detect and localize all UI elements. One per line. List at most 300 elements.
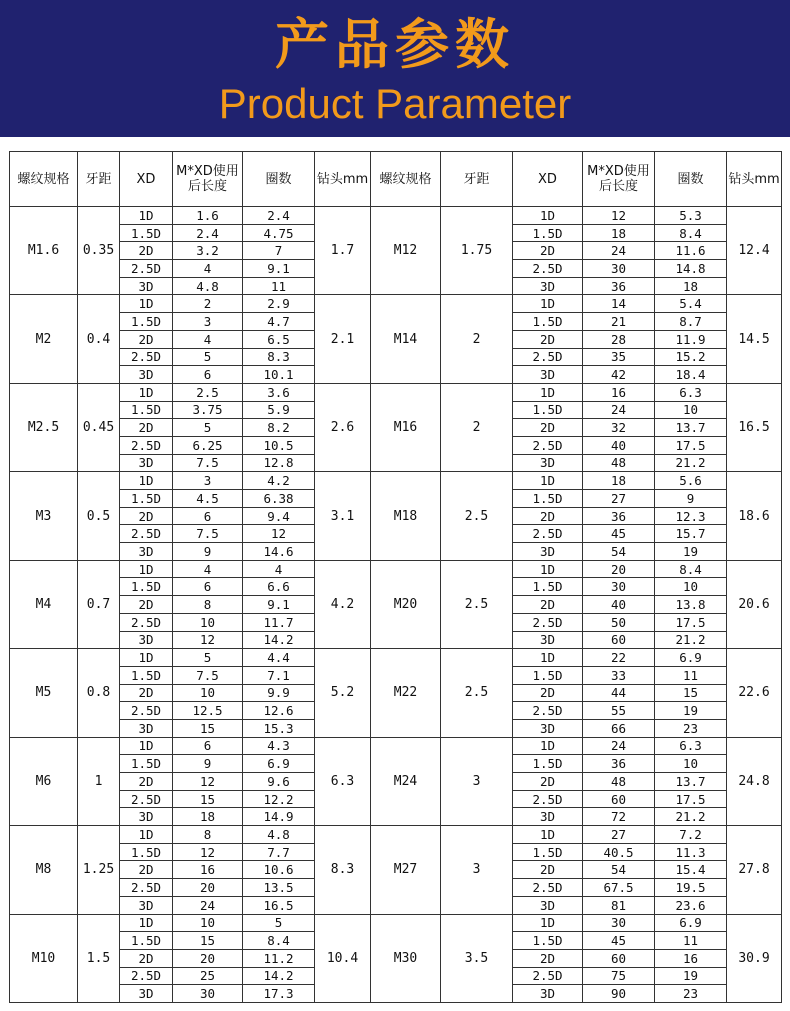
xd-cell: 2D xyxy=(513,684,583,702)
xd-cell: 2.5D xyxy=(513,967,583,985)
length-cell: 21 xyxy=(583,313,655,331)
table-row xyxy=(10,914,782,932)
length-cell: 90 xyxy=(583,985,655,1003)
turns-cell: 4.7 xyxy=(243,313,315,331)
thread-spec-cell: M12 xyxy=(371,207,441,295)
length-cell: 28 xyxy=(583,330,655,348)
xd-cell: 2D xyxy=(513,949,583,967)
pitch-cell: 0.8 xyxy=(78,649,120,737)
length-cell: 15 xyxy=(173,719,243,737)
turns-cell: 15.2 xyxy=(655,348,727,366)
length-cell: 12 xyxy=(173,631,243,649)
xd-cell: 2.5D xyxy=(120,702,173,720)
drill-size-cell: 16.5 xyxy=(727,383,782,471)
length-cell: 10 xyxy=(173,684,243,702)
length-cell: 60 xyxy=(583,631,655,649)
table-row xyxy=(10,560,782,578)
turns-cell: 13.8 xyxy=(655,596,727,614)
turns-cell: 10.6 xyxy=(243,861,315,879)
xd-cell: 1D xyxy=(120,472,173,490)
pitch-cell: 0.45 xyxy=(78,383,120,471)
xd-cell: 1.5D xyxy=(513,666,583,684)
length-cell: 24 xyxy=(583,242,655,260)
pitch-cell: 0.35 xyxy=(78,207,120,295)
drill-size-cell: 14.5 xyxy=(727,295,782,383)
xd-cell: 1D xyxy=(513,737,583,755)
xd-cell: 2D xyxy=(120,684,173,702)
turns-cell: 21.2 xyxy=(655,631,727,649)
drill-size-cell: 1.7 xyxy=(315,207,371,295)
parameter-table xyxy=(9,151,782,1003)
header-cell: 钻头mm xyxy=(315,152,371,207)
length-cell: 4 xyxy=(173,330,243,348)
turns-cell: 4 xyxy=(243,560,315,578)
xd-cell: 1D xyxy=(513,560,583,578)
turns-cell: 6.9 xyxy=(655,914,727,932)
length-cell: 18 xyxy=(583,472,655,490)
xd-cell: 2.5D xyxy=(120,436,173,454)
turns-cell: 17.5 xyxy=(655,613,727,631)
turns-cell: 11.3 xyxy=(655,843,727,861)
thread-spec-cell: M16 xyxy=(371,383,441,471)
xd-cell: 2.5D xyxy=(513,613,583,631)
length-cell: 36 xyxy=(583,507,655,525)
length-cell: 1.6 xyxy=(173,207,243,225)
xd-cell: 3D xyxy=(513,808,583,826)
turns-cell: 9.6 xyxy=(243,773,315,791)
length-cell: 66 xyxy=(583,719,655,737)
length-cell: 6.25 xyxy=(173,436,243,454)
header-cell: 圈数 xyxy=(655,152,727,207)
header-cell: M*XD使用后长度 xyxy=(173,152,243,207)
turns-cell: 16.5 xyxy=(243,896,315,914)
turns-cell: 2.9 xyxy=(243,295,315,313)
turns-cell: 19.5 xyxy=(655,879,727,897)
turns-cell: 23.6 xyxy=(655,896,727,914)
turns-cell: 15.7 xyxy=(655,525,727,543)
length-cell: 18 xyxy=(173,808,243,826)
turns-cell: 17.5 xyxy=(655,436,727,454)
xd-cell: 1.5D xyxy=(120,313,173,331)
table-row xyxy=(10,295,782,313)
drill-size-cell: 2.1 xyxy=(315,295,371,383)
xd-cell: 3D xyxy=(120,631,173,649)
turns-cell: 6.3 xyxy=(655,737,727,755)
turns-cell: 12 xyxy=(243,525,315,543)
xd-cell: 1D xyxy=(513,295,583,313)
thread-spec-cell: M20 xyxy=(371,560,441,648)
length-cell: 40.5 xyxy=(583,843,655,861)
turns-cell: 7.1 xyxy=(243,666,315,684)
xd-cell: 2D xyxy=(513,507,583,525)
turns-cell: 14.6 xyxy=(243,543,315,561)
xd-cell: 2.5D xyxy=(513,790,583,808)
xd-cell: 2D xyxy=(513,242,583,260)
thread-spec-cell: M3 xyxy=(10,472,78,560)
turns-cell: 9.9 xyxy=(243,684,315,702)
xd-cell: 2D xyxy=(120,242,173,260)
length-cell: 7.5 xyxy=(173,525,243,543)
drill-size-cell: 22.6 xyxy=(727,649,782,737)
turns-cell: 5.9 xyxy=(243,401,315,419)
turns-cell: 11 xyxy=(243,277,315,295)
turns-cell: 8.2 xyxy=(243,419,315,437)
turns-cell: 6.9 xyxy=(243,755,315,773)
length-cell: 14 xyxy=(583,295,655,313)
length-cell: 54 xyxy=(583,543,655,561)
xd-cell: 3D xyxy=(120,454,173,472)
turns-cell: 14.2 xyxy=(243,967,315,985)
turns-cell: 8.4 xyxy=(655,560,727,578)
turns-cell: 19 xyxy=(655,967,727,985)
header-cell: 圈数 xyxy=(243,152,315,207)
thread-spec-cell: M4 xyxy=(10,560,78,648)
xd-cell: 1.5D xyxy=(513,932,583,950)
length-cell: 5 xyxy=(173,348,243,366)
turns-cell: 6.9 xyxy=(655,649,727,667)
xd-cell: 1D xyxy=(513,826,583,844)
pitch-cell: 1.25 xyxy=(78,826,120,914)
turns-cell: 7.7 xyxy=(243,843,315,861)
turns-cell: 9.4 xyxy=(243,507,315,525)
length-cell: 12.5 xyxy=(173,702,243,720)
turns-cell: 23 xyxy=(655,719,727,737)
length-cell: 25 xyxy=(173,967,243,985)
drill-size-cell: 27.8 xyxy=(727,826,782,914)
xd-cell: 3D xyxy=(513,985,583,1003)
pitch-cell: 2.5 xyxy=(441,472,513,560)
turns-cell: 12.3 xyxy=(655,507,727,525)
xd-cell: 1.5D xyxy=(120,843,173,861)
length-cell: 3.2 xyxy=(173,242,243,260)
xd-cell: 2.5D xyxy=(120,260,173,278)
thread-spec-cell: M22 xyxy=(371,649,441,737)
header-cell: 钻头mm xyxy=(727,152,782,207)
pitch-cell: 2.5 xyxy=(441,649,513,737)
xd-cell: 3D xyxy=(513,896,583,914)
table-row xyxy=(10,737,782,755)
length-cell: 5 xyxy=(173,649,243,667)
xd-cell: 2.5D xyxy=(120,967,173,985)
turns-cell: 9.1 xyxy=(243,596,315,614)
xd-cell: 2D xyxy=(120,949,173,967)
turns-cell: 13.7 xyxy=(655,419,727,437)
turns-cell: 6.38 xyxy=(243,490,315,508)
turns-cell: 4.8 xyxy=(243,826,315,844)
turns-cell: 18 xyxy=(655,277,727,295)
turns-cell: 10 xyxy=(655,755,727,773)
length-cell: 9 xyxy=(173,755,243,773)
xd-cell: 2D xyxy=(120,419,173,437)
xd-cell: 1D xyxy=(120,207,173,225)
xd-cell: 2.5D xyxy=(513,436,583,454)
length-cell: 7.5 xyxy=(173,454,243,472)
xd-cell: 3D xyxy=(513,719,583,737)
header-cell: XD xyxy=(120,152,173,207)
length-cell: 30 xyxy=(173,985,243,1003)
drill-size-cell: 4.2 xyxy=(315,560,371,648)
banner-title-en: Product Parameter xyxy=(218,80,572,127)
xd-cell: 2.5D xyxy=(513,260,583,278)
turns-cell: 14.9 xyxy=(243,808,315,826)
xd-cell: 3D xyxy=(120,985,173,1003)
length-cell: 35 xyxy=(583,348,655,366)
turns-cell: 12.6 xyxy=(243,702,315,720)
length-cell: 4 xyxy=(173,560,243,578)
length-cell: 16 xyxy=(583,383,655,401)
xd-cell: 3D xyxy=(513,277,583,295)
header-cell: M*XD使用后长度 xyxy=(583,152,655,207)
turns-cell: 15 xyxy=(655,684,727,702)
turns-cell: 19 xyxy=(655,702,727,720)
pitch-cell: 2 xyxy=(441,295,513,383)
table-row xyxy=(10,826,782,844)
thread-spec-cell: M5 xyxy=(10,649,78,737)
thread-spec-cell: M2.5 xyxy=(10,383,78,471)
xd-cell: 2D xyxy=(120,507,173,525)
length-cell: 50 xyxy=(583,613,655,631)
xd-cell: 1D xyxy=(513,649,583,667)
turns-cell: 4.3 xyxy=(243,737,315,755)
pitch-cell: 2.5 xyxy=(441,560,513,648)
drill-size-cell: 6.3 xyxy=(315,737,371,825)
turns-cell: 15.4 xyxy=(655,861,727,879)
drill-size-cell: 30.9 xyxy=(727,914,782,1003)
xd-cell: 2D xyxy=(120,773,173,791)
drill-size-cell: 3.1 xyxy=(315,472,371,560)
xd-cell: 1D xyxy=(513,472,583,490)
turns-cell: 8.3 xyxy=(243,348,315,366)
turns-cell: 2.4 xyxy=(243,207,315,225)
xd-cell: 3D xyxy=(513,366,583,384)
turns-cell: 8.4 xyxy=(243,932,315,950)
header-cell: 螺纹规格 xyxy=(371,152,441,207)
xd-cell: 3D xyxy=(120,808,173,826)
xd-cell: 1D xyxy=(120,295,173,313)
pitch-cell: 1.75 xyxy=(441,207,513,295)
xd-cell: 3D xyxy=(120,896,173,914)
length-cell: 24 xyxy=(173,896,243,914)
turns-cell: 9 xyxy=(655,490,727,508)
xd-cell: 2D xyxy=(513,330,583,348)
thread-spec-cell: M24 xyxy=(371,737,441,825)
xd-cell: 3D xyxy=(120,719,173,737)
xd-cell: 2D xyxy=(513,419,583,437)
turns-cell: 14.8 xyxy=(655,260,727,278)
turns-cell: 12.2 xyxy=(243,790,315,808)
table-row xyxy=(10,207,782,225)
drill-size-cell: 18.6 xyxy=(727,472,782,560)
xd-cell: 1.5D xyxy=(120,666,173,684)
pitch-cell: 0.4 xyxy=(78,295,120,383)
turns-cell: 16 xyxy=(655,949,727,967)
xd-cell: 2.5D xyxy=(513,879,583,897)
length-cell: 4 xyxy=(173,260,243,278)
length-cell: 45 xyxy=(583,525,655,543)
drill-size-cell: 2.6 xyxy=(315,383,371,471)
turns-cell: 11.6 xyxy=(655,242,727,260)
length-cell: 3.75 xyxy=(173,401,243,419)
xd-cell: 1.5D xyxy=(513,224,583,242)
length-cell: 24 xyxy=(583,737,655,755)
length-cell: 42 xyxy=(583,366,655,384)
length-cell: 27 xyxy=(583,826,655,844)
length-cell: 33 xyxy=(583,666,655,684)
xd-cell: 1D xyxy=(513,383,583,401)
turns-cell: 6.6 xyxy=(243,578,315,596)
thread-spec-cell: M18 xyxy=(371,472,441,560)
length-cell: 55 xyxy=(583,702,655,720)
length-cell: 12 xyxy=(173,843,243,861)
xd-cell: 1.5D xyxy=(513,755,583,773)
length-cell: 6 xyxy=(173,578,243,596)
length-cell: 30 xyxy=(583,578,655,596)
thread-spec-cell: M10 xyxy=(10,914,78,1003)
header-cell: XD xyxy=(513,152,583,207)
table-row xyxy=(10,649,782,667)
turns-cell: 4.75 xyxy=(243,224,315,242)
pitch-cell: 0.7 xyxy=(78,560,120,648)
length-cell: 4.5 xyxy=(173,490,243,508)
drill-size-cell: 20.6 xyxy=(727,560,782,648)
xd-cell: 2.5D xyxy=(513,702,583,720)
xd-cell: 1.5D xyxy=(120,224,173,242)
length-cell: 6 xyxy=(173,366,243,384)
turns-cell: 11.7 xyxy=(243,613,315,631)
xd-cell: 2D xyxy=(120,861,173,879)
turns-cell: 11.2 xyxy=(243,949,315,967)
length-cell: 5 xyxy=(173,419,243,437)
length-cell: 8 xyxy=(173,826,243,844)
length-cell: 40 xyxy=(583,596,655,614)
table-row xyxy=(10,383,782,401)
turns-cell: 10.5 xyxy=(243,436,315,454)
xd-cell: 2.5D xyxy=(120,348,173,366)
drill-size-cell: 10.4 xyxy=(315,914,371,1003)
table-body xyxy=(10,207,782,1003)
length-cell: 10 xyxy=(173,914,243,932)
turns-cell: 10.1 xyxy=(243,366,315,384)
xd-cell: 2D xyxy=(513,773,583,791)
length-cell: 81 xyxy=(583,896,655,914)
xd-cell: 1D xyxy=(120,383,173,401)
table-row xyxy=(10,472,782,490)
xd-cell: 1.5D xyxy=(513,401,583,419)
xd-cell: 2D xyxy=(513,596,583,614)
turns-cell: 3.6 xyxy=(243,383,315,401)
xd-cell: 1D xyxy=(120,737,173,755)
length-cell: 20 xyxy=(173,879,243,897)
length-cell: 4.8 xyxy=(173,277,243,295)
xd-cell: 1D xyxy=(513,207,583,225)
turns-cell: 14.2 xyxy=(243,631,315,649)
turns-cell: 4.4 xyxy=(243,649,315,667)
length-cell: 24 xyxy=(583,401,655,419)
turns-cell: 7.2 xyxy=(655,826,727,844)
turns-cell: 21.2 xyxy=(655,454,727,472)
xd-cell: 2.5D xyxy=(120,879,173,897)
xd-cell: 3D xyxy=(120,543,173,561)
xd-cell: 2D xyxy=(120,330,173,348)
length-cell: 2.4 xyxy=(173,224,243,242)
length-cell: 7.5 xyxy=(173,666,243,684)
xd-cell: 1.5D xyxy=(120,490,173,508)
length-cell: 15 xyxy=(173,790,243,808)
xd-cell: 1.5D xyxy=(120,755,173,773)
length-cell: 12 xyxy=(173,773,243,791)
xd-cell: 1.5D xyxy=(513,490,583,508)
xd-cell: 2.5D xyxy=(120,525,173,543)
drill-size-cell: 8.3 xyxy=(315,826,371,914)
header-cell: 牙距 xyxy=(441,152,513,207)
turns-cell: 8.4 xyxy=(655,224,727,242)
length-cell: 27 xyxy=(583,490,655,508)
xd-cell: 1D xyxy=(120,649,173,667)
length-cell: 36 xyxy=(583,277,655,295)
length-cell: 30 xyxy=(583,914,655,932)
length-cell: 3 xyxy=(173,313,243,331)
length-cell: 32 xyxy=(583,419,655,437)
xd-cell: 1.5D xyxy=(120,932,173,950)
length-cell: 3 xyxy=(173,472,243,490)
pitch-cell: 2 xyxy=(441,383,513,471)
length-cell: 6 xyxy=(173,507,243,525)
turns-cell: 5.6 xyxy=(655,472,727,490)
xd-cell: 1.5D xyxy=(513,843,583,861)
xd-cell: 3D xyxy=(513,631,583,649)
turns-cell: 11.9 xyxy=(655,330,727,348)
turns-cell: 8.7 xyxy=(655,313,727,331)
header-cell: 螺纹规格 xyxy=(10,152,78,207)
xd-cell: 1D xyxy=(120,826,173,844)
length-cell: 22 xyxy=(583,649,655,667)
xd-cell: 1.5D xyxy=(513,313,583,331)
length-cell: 45 xyxy=(583,932,655,950)
parameter-table-container xyxy=(9,151,781,1003)
xd-cell: 1D xyxy=(120,914,173,932)
length-cell: 2 xyxy=(173,295,243,313)
pitch-cell: 3 xyxy=(441,826,513,914)
length-cell: 12 xyxy=(583,207,655,225)
xd-cell: 1D xyxy=(513,914,583,932)
banner-title-cn: 产品参数 xyxy=(275,13,515,76)
length-cell: 60 xyxy=(583,949,655,967)
xd-cell: 1.5D xyxy=(513,578,583,596)
thread-spec-cell: M6 xyxy=(10,737,78,825)
drill-size-cell: 5.2 xyxy=(315,649,371,737)
turns-cell: 5.3 xyxy=(655,207,727,225)
turns-cell: 10 xyxy=(655,401,727,419)
length-cell: 15 xyxy=(173,932,243,950)
length-cell: 75 xyxy=(583,967,655,985)
thread-spec-cell: M1.6 xyxy=(10,207,78,295)
length-cell: 48 xyxy=(583,454,655,472)
length-cell: 8 xyxy=(173,596,243,614)
turns-cell: 12.8 xyxy=(243,454,315,472)
length-cell: 67.5 xyxy=(583,879,655,897)
turns-cell: 4.2 xyxy=(243,472,315,490)
turns-cell: 17.3 xyxy=(243,985,315,1003)
turns-cell: 18.4 xyxy=(655,366,727,384)
length-cell: 40 xyxy=(583,436,655,454)
xd-cell: 2.5D xyxy=(513,525,583,543)
xd-cell: 2.5D xyxy=(120,613,173,631)
xd-cell: 3D xyxy=(513,454,583,472)
turns-cell: 23 xyxy=(655,985,727,1003)
turns-cell: 13.7 xyxy=(655,773,727,791)
header-cell: 牙距 xyxy=(78,152,120,207)
xd-cell: 2.5D xyxy=(120,790,173,808)
